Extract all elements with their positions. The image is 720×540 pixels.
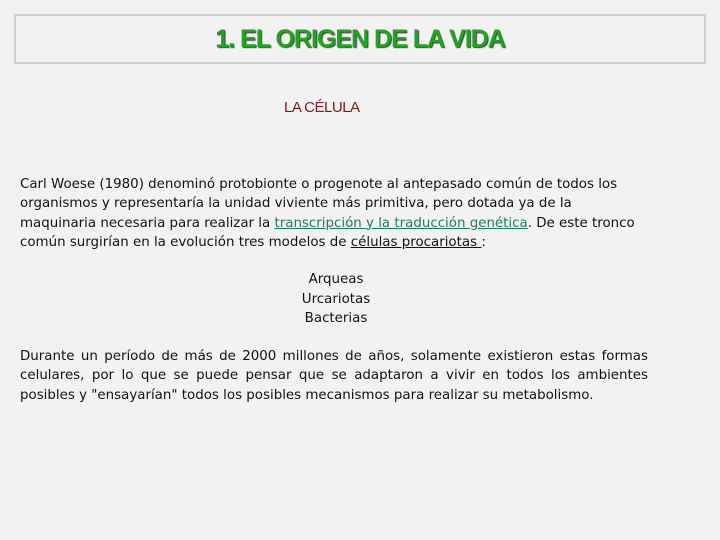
transcription-link[interactable]: transcripción y la traducción genética	[274, 215, 528, 231]
intro-text-1: Carl Woese (1980) denominó protobionte o progenote al antepasado común de todos los organismos y representaría la unidad viviente más primitiva, pero dotada ya de la maquinaria necesaria para realizar la	[20, 177, 618, 231]
list-item: Urcariotas	[301, 291, 371, 307]
intro-paragraph	[20, 175, 648, 252]
list-item: Bacterias	[304, 311, 368, 326]
intro-text-3: :	[481, 234, 486, 250]
prokaryotes-link[interactable]: células procariotas	[350, 234, 482, 250]
list-item: Arqueas	[308, 272, 364, 287]
slide-subtitle: LA CÉLULA	[284, 99, 360, 116]
closing-paragraph: Durante un período de más de 2000 millones de años, solamente existieron estas formas celulares, por lo que se puede pensar que se adaptaron a vivir en todos los ambientes posibles y "ensayarían" todos los posibles mecanismos para realizar su metabolismo.	[20, 349, 648, 403]
slide-title: 1. EL ORIGEN DE LA VIDA	[215, 25, 505, 53]
intro-text-2: . De este tronco común surgirían en la evolución tres modelos de	[20, 215, 635, 250]
cell-models-list	[0, 270, 672, 329]
title-box	[14, 14, 706, 64]
